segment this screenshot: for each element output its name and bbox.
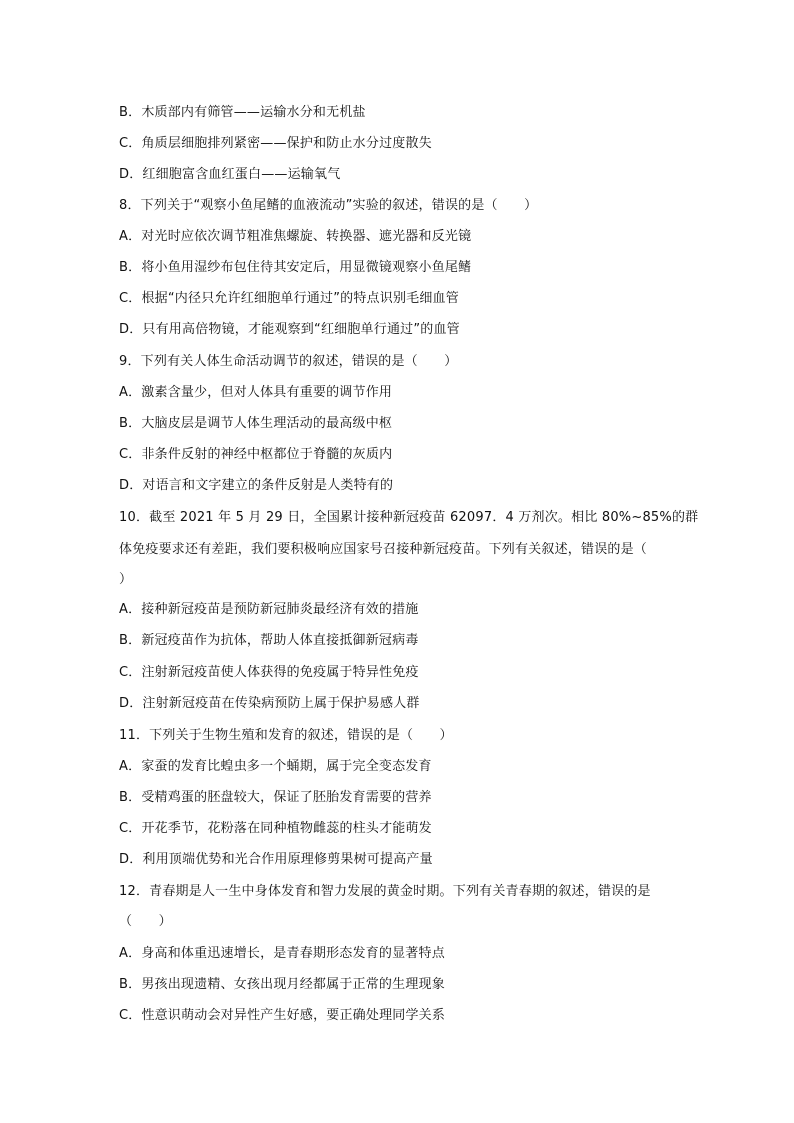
option-d-q8: D．只有用高倍物镜，才能观察到“红细胞单行通过”的血管 <box>119 322 460 337</box>
option-a-q12: A．身高和体重迅速增长，是青春期形态发育的显著特点 <box>119 946 445 961</box>
question-12-line-1: 12．青春期是人一生中身体发育和智力发展的黄金时期。下列有关青春期的叙述，错误的是 <box>119 884 651 899</box>
option-b-q12: B．男孩出现遗精、女孩出现月经都属于正常的生理现象 <box>119 977 445 992</box>
option-c-q11: C．开花季节，花粉落在同种植物雌蕊的柱头才能萌发 <box>119 821 432 836</box>
option-b-q11: B．受精鸡蛋的胚盘较大，保证了胚胎发育需要的营养 <box>119 790 432 805</box>
option-a-q11: A．家蚕的发育比蝗虫多一个蛹期，属于完全变态发育 <box>119 759 432 774</box>
option-b-q9: B．大脑皮层是调节人体生理活动的最高级中枢 <box>119 416 393 431</box>
option-b-q7: B．木质部内有筛管——运输水分和无机盐 <box>119 105 366 120</box>
option-a-q10: A．接种新冠疫苗是预防新冠肺炎最经济有效的措施 <box>119 602 419 617</box>
option-c-q8: C．根据“内径只允许红细胞单行通过”的特点识别毛细血管 <box>119 291 459 306</box>
option-c-q9: C．非条件反射的神经中枢都位于脊髓的灰质内 <box>119 447 393 462</box>
option-b-q8: B．将小鱼用湿纱布包住待其安定后，用显微镜观察小鱼尾鳍 <box>119 260 472 275</box>
option-d-q9: D．对语言和文字建立的条件反射是人类特有的 <box>119 478 394 493</box>
option-d-q11: D．利用顶端优势和光合作用原理修剪果树可提高产量 <box>119 852 433 867</box>
question-9: 9．下列有关人体生命活动调节的叙述，错误的是（ ） <box>119 354 458 369</box>
option-c-q7: C．角质层细胞排列紧密——保护和防止水分过度散失 <box>119 136 432 151</box>
question-11: 11．下列关于生物生殖和发育的叙述，错误的是（ ） <box>119 728 453 743</box>
question-10-line-2: 体免疫要求还有差距，我们要积极响应国家号召接种新冠疫苗。下列有关叙述，错误的是（ <box>119 542 648 557</box>
question-8: 8．下列关于“观察小鱼尾鳍的血液流动”实验的叙述，错误的是（ ） <box>119 198 538 213</box>
option-c-q12: C．性意识萌动会对异性产生好感，要正确处理同学关系 <box>119 1008 446 1023</box>
option-d-q10: D．注射新冠疫苗在传染病预防上属于保护易感人群 <box>119 696 420 711</box>
option-b-q10: B．新冠疫苗作为抗体，帮助人体直接抵御新冠病毒 <box>119 633 419 648</box>
option-a-q8: A．对光时应依次调节粗准焦螺旋、转换器、遮光器和反光镜 <box>119 229 472 244</box>
question-10-line-3: ） <box>119 572 133 587</box>
question-12-line-2: （ ） <box>119 914 172 929</box>
option-d-q7: D．红细胞富含血红蛋白——运输氧气 <box>119 167 341 182</box>
question-10-line-1: 10．截至 2021 年 5 月 29 日，全国累计接种新冠疫苗 62097．4 万剂次。相比 80%~85%的群 <box>119 510 699 525</box>
option-c-q10: C．注射新冠疫苗使人体获得的免疫属于特异性免疫 <box>119 665 419 680</box>
option-a-q9: A．激素含量少，但对人体具有重要的调节作用 <box>119 385 393 400</box>
